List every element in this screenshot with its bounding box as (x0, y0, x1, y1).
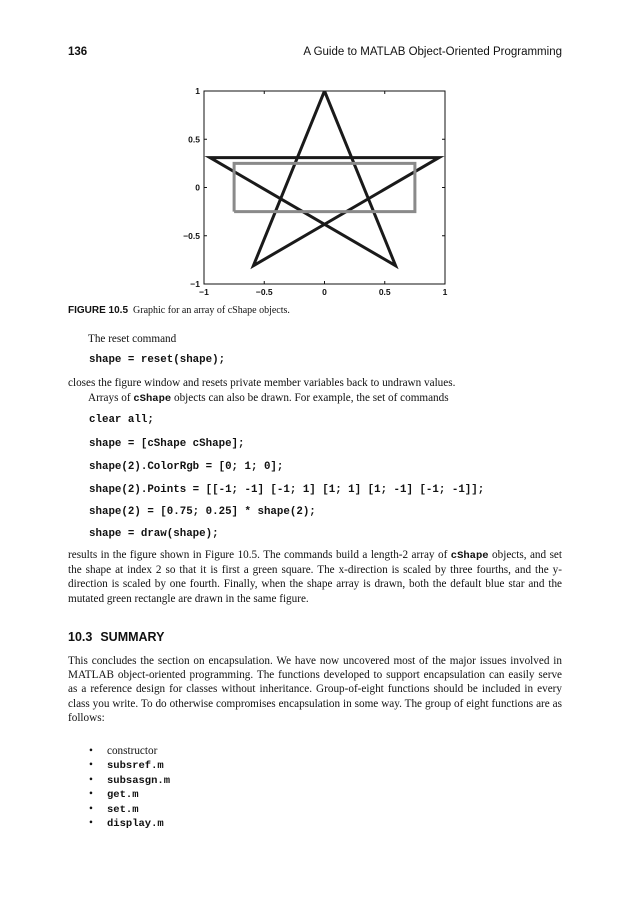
list-item-text: display.m (107, 817, 164, 830)
code-line: shape(2).Points = [[-1; -1] [-1; 1] [1; 1] [1; -1] [-1; -1]]; (89, 484, 485, 496)
list-item (89, 803, 170, 817)
closes-paragraph: closes the figure window and resets private member variables back to undrawn values. (68, 377, 456, 389)
bullet-marker: • (89, 802, 93, 815)
section-number: 10.3 (68, 630, 93, 644)
x-tick-label: 0.5 (378, 287, 391, 297)
page-number: 136 (68, 46, 88, 58)
list-item-text: subsref.m (107, 760, 164, 773)
list-item-text: subsasgn.m (107, 774, 171, 787)
code-line: shape = [cShape cShape]; (89, 438, 245, 450)
figure-caption (68, 305, 290, 316)
bullet-marker: • (89, 759, 93, 772)
results-class-name: cShape (450, 550, 489, 562)
bullet-marker: • (89, 816, 93, 829)
y-tick-label: 0 (195, 182, 200, 193)
arrays-text-pre: Arrays of (88, 392, 134, 404)
results-paragraph (68, 548, 562, 606)
x-tick-label: −1 (199, 287, 209, 297)
section-title: SUMMARY (100, 630, 165, 644)
list-item (89, 774, 170, 788)
list-item-text: set.m (107, 803, 139, 816)
arrays-class-name: cShape (133, 393, 172, 405)
code-line: shape = draw(shape); (89, 528, 219, 540)
page-header (68, 46, 562, 60)
figure-plot (180, 82, 470, 297)
running-title: A Guide to MATLAB Object-Oriented Programming (303, 46, 562, 58)
reset-intro: The reset command (88, 333, 177, 345)
bullet-marker: • (89, 773, 93, 786)
arrays-text-post: objects can also be drawn. For example, the set of commands (171, 392, 449, 404)
y-tick-label: −0.5 (183, 230, 200, 241)
section-heading (68, 630, 164, 644)
code-line: shape(2).ColorRgb = [0; 1; 0]; (89, 461, 284, 473)
x-tick-label: −0.5 (255, 287, 273, 297)
figure-caption-text: Graphic for an array of cShape objects. (133, 305, 290, 316)
bullet-marker: • (89, 745, 93, 757)
list-item-text: constructor (107, 745, 158, 757)
list-item (89, 759, 170, 773)
x-tick-label: 1 (442, 287, 448, 297)
x-tick-labels (199, 287, 447, 297)
summary-paragraph: This concludes the section on encapsulation. We have now uncovered most of the major issues involved in MATLAB object-oriented programming. The functions developed to support encapsulation can easily serve as a reference design for classes without inheritance. Group-of-eight functions should be included in every class you write. To do otherwise compromises encapsulation in some way. The group of eight functions are as follows: (68, 655, 562, 724)
list-item (89, 745, 170, 759)
x-tick-label: 0 (322, 287, 327, 297)
y-tick-label: 1 (195, 86, 200, 96)
arrays-paragraph (68, 391, 562, 406)
code-reset: shape = reset(shape); (89, 354, 226, 366)
bullet-marker: • (89, 788, 93, 801)
figure-label: FIGURE 10.5 (68, 305, 129, 316)
y-tick-label: 0.5 (188, 134, 200, 145)
list-item (89, 788, 170, 802)
y-tick-label: −1 (190, 279, 200, 289)
code-line: clear all; (89, 414, 154, 426)
plot-frame (204, 91, 445, 284)
results-text-post: objects, and set the shape at index 2 so that it is first a green square. The x-direction is scaled by three fourths, and the y-direction is scaled by one fourth. Finally, when the shape array is drawn, both the default blue star and the mutated green rectangle are drawn in the same figure. (68, 549, 562, 605)
list-item-text: get.m (107, 789, 139, 802)
y-tick-labels (183, 86, 200, 289)
list-item (89, 817, 170, 831)
function-list (89, 745, 170, 831)
code-line: shape(2) = [0.75; 0.25] * shape(2); (89, 506, 316, 518)
results-text-pre: results in the figure shown in Figure 10.5. The commands build a length-2 array of (68, 549, 451, 561)
